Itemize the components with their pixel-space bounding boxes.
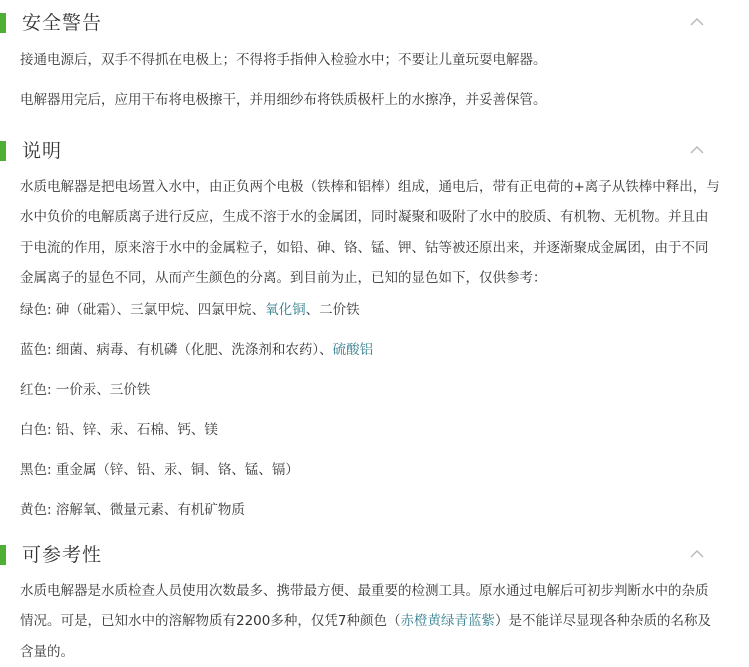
paragraph: 电解器用完后，应用干布将电极擦干，并用细纱布将铁质极杆上的水擦净，并妥善保管。 (20, 92, 547, 108)
color-item-text: 绿色: 砷（砒霜）、三氯甲烷、四氯甲烷、 (20, 302, 266, 318)
section-accent-bar (0, 141, 6, 161)
section-accent-bar (0, 13, 6, 33)
section-title: 说明 (22, 140, 63, 162)
color-item-yellow: 黄色: 溶解氧、微量元素、有机矿物质 (20, 502, 245, 518)
collapse-chevron-up-icon[interactable] (690, 15, 704, 29)
color-item-text: 蓝色: 细菌、病毒、有机磷（化肥、洗涤剂和农药）、 (20, 342, 333, 358)
section-title: 安全警告 (22, 12, 103, 34)
paragraph-reference (20, 576, 720, 667)
color-item-white: 白色: 铅、锌、汞、石棉、钙、镁 (20, 422, 218, 438)
collapse-chevron-up-icon[interactable] (690, 143, 704, 157)
section-header-reference (0, 538, 749, 572)
color-item-black: 黑色: 重金属（锌、铅、汞、铜、铬、锰、镉） (20, 462, 299, 478)
paragraph-text: ）是不能详尽显现各种杂质的名称及含量的。 (20, 613, 711, 660)
color-item-blue (20, 340, 720, 360)
section-header-safety (0, 6, 749, 40)
color-item-red: 红色: 一价汞、三价铁 (20, 382, 151, 398)
color-item-text: 、二价铁 (305, 302, 360, 318)
color-item-green (20, 300, 720, 320)
collapse-chevron-up-icon[interactable] (690, 547, 704, 561)
link-aluminum-sulfate[interactable]: 硫酸铝 (332, 342, 374, 358)
link-seven-colors[interactable]: 赤橙黄绿青蓝紫 (400, 613, 495, 630)
section-header-description (0, 134, 749, 168)
paragraph: 接通电源后，双手不得抓在电极上；不得将手指伸入检验水中；不要让儿童玩耍电解器。 (20, 52, 547, 68)
section-title: 可参考性 (22, 544, 103, 566)
section-accent-bar (0, 545, 6, 565)
paragraph-intro: 水质电解器是把电场置入水中，由正负两个电极（铁棒和铝棒）组成，通电后，带有正电荷的+离子从铁棒中释出，与水中负价的电解质离子进行反应，生成不溶于水的金属团，同时凝聚和吸附了水中的胶质、有机物、无机物。并且由于电流的作用，原来溶于水中的金属粒子，如铅、砷、铬、锰、钾、钴等被还原出来，并逐渐聚成金属团，由于不同金属离子的显色不同，从而产生颜色的分离。到目前为止，已知的显色如下，仅供参考： (20, 179, 720, 286)
link-copper-oxide[interactable]: 氧化铜 (265, 302, 306, 318)
paragraph-text: 水质电解器是水质检查人员使用次数最多、携带最方便、最重要的检测工具。原水通过电解后可初步判断水中的杂质情况。可是，已知水中的溶解物质有2200多种，仅凭7种颜色（ (20, 583, 709, 630)
